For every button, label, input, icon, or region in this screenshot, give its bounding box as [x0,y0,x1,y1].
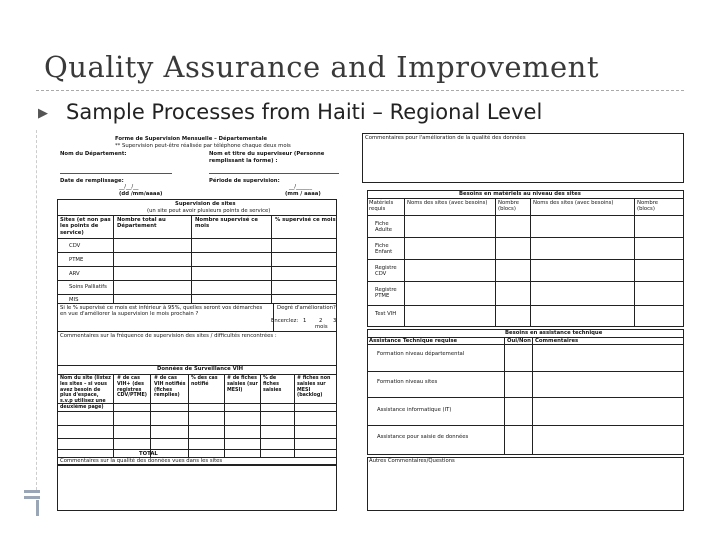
period-value: __/______ [289,184,312,190]
surv-col-entered: # de fiches saisies (sur MESI) [227,376,258,393]
tech-row-it: Assistance informatique (IT) [377,407,452,413]
col-supervised-header: Nombre supervisé ce mois [195,217,258,230]
improvement-comments-label: Commentaires pour l'amélioration de la qualité des données [365,135,526,141]
other-comments-box [367,457,684,511]
slide-title: Quality Assurance and Improvement [44,50,600,84]
materials-header: Besoins en matériels au niveau des sites [459,191,581,197]
materials-row-registre-cdv: Registre CDV [375,265,397,278]
materials-row-test-vih: Test VIH [375,311,397,317]
title-divider [36,90,684,91]
form-header-note: ** Supervision peut-être réalisée par téléphone chaque deux mois [115,143,291,149]
dept-name-label: Nom du Département: [60,151,127,157]
encircle-option-1: 1 [303,318,307,324]
materials-col-count-1: Nombre (blocs) [498,200,520,213]
materials-col-items: Matériels requis [369,200,394,213]
encircle-label: Encerclez: [271,318,299,324]
date-value: __/__/__ [119,184,139,190]
surv-col-cases: # de cas VIH+ (des registres CDV/PTME) [117,376,147,399]
col-percent-header: % supervisé ce mois [275,217,336,223]
slide-bullet-text: Sample Processes from Haiti – Regional Level [66,100,543,124]
materials-col-sites-1: Noms des sites (avec besoins) [407,200,488,206]
site-supervision-header: Supervision de sites [175,201,236,207]
col-sites-header: Sites (et non pas les points de service) [60,217,111,236]
site-row-soins: Soins Palliatifs [69,284,107,290]
surveillance-header: Données de Surveillance VIH [157,366,244,372]
materials-row-registre-ptme: Registre PTME [375,287,397,300]
encircle-option-2: 2 [319,318,323,324]
improvement-degree-label: Degré d'amélioration? [277,305,336,311]
site-row-arv: ARV [69,271,80,277]
encircle-option-3: 3 [333,318,337,324]
period-label: Période de supervision: [209,178,280,184]
site-row-ptme: PTME [69,257,84,263]
site-supervision-note: (un site peut avoir plusieurs points de service) [147,208,271,214]
supervisor-label: Nom et titre du superviseur (Personne [209,151,325,157]
tech-col-assistance: Assistance Technique requise [369,338,458,344]
date-format: (dd /mm/aaaa) [119,191,163,197]
materials-row-fiche-enfant: Fiche Enfant [375,243,393,256]
surv-col-notified: # de cas VIH notifiés (fiches remplies) [154,376,186,399]
materials-col-count-2: Nombre (blocs) [637,200,659,213]
surv-total-label: TOTAL [139,451,158,457]
comments-label: Commentaires sur la fréquence de supervision des sites / difficultés rencontrées : [60,333,277,339]
site-row-cdv: CDV [69,243,81,249]
triangle-right-icon: ▶ [38,106,48,121]
date-label: Date de remplissage: [60,178,124,184]
surv-col-percent-notified: % des cas notifié [191,376,218,387]
supervisor-label-2: remplissant la forme) : [209,158,278,164]
data-quality-label: Commentaires sur la qualité des données vues dans les sites [60,458,223,464]
tech-col-yesno: Oui/Non [507,338,531,344]
form-header-title: Forme de Supervision Mensuelle – Départementale [115,136,268,142]
site-row-mis: MIS [69,297,79,303]
other-comments-label: Autres Commentaires/Questions [369,458,455,464]
materials-col-sites-2: Noms des sites (avec besoins) [533,200,614,206]
tech-col-comments: Commentaires [535,338,579,344]
period-format: (mm / aaaa) [285,191,321,197]
tech-row-data-entry: Assistance pour saisie de données [377,434,469,440]
form-scan-image [57,133,687,513]
tech-row-dept-training: Formation niveau départemental [377,351,465,357]
tech-header: Besoins en assistance technique [505,330,603,336]
surv-col-site: Nom du site (listez les sites – si vous avez besoin de plus d'espace, s.v.p utilisez une deuxième page) [60,376,111,410]
col-total-header: Nombre total au Département [117,217,166,230]
surv-col-backlog: # fiches non saisies sur MESI (backlog) [297,376,331,399]
encircle-unit: mois [315,324,328,330]
improvement-question: Si le % supervisé ce mois est inférieur à 95%, quelles seront vos démarches en vue d'améliorer la supervision le mois prochain ? [60,305,263,318]
left-divider [36,130,37,490]
materials-row-fiche-adulte: Fiche Adulte [375,221,393,234]
surv-col-percent-entered: % de fiches saisies [263,376,282,393]
tech-row-site-training: Formation niveau sites [377,379,438,385]
